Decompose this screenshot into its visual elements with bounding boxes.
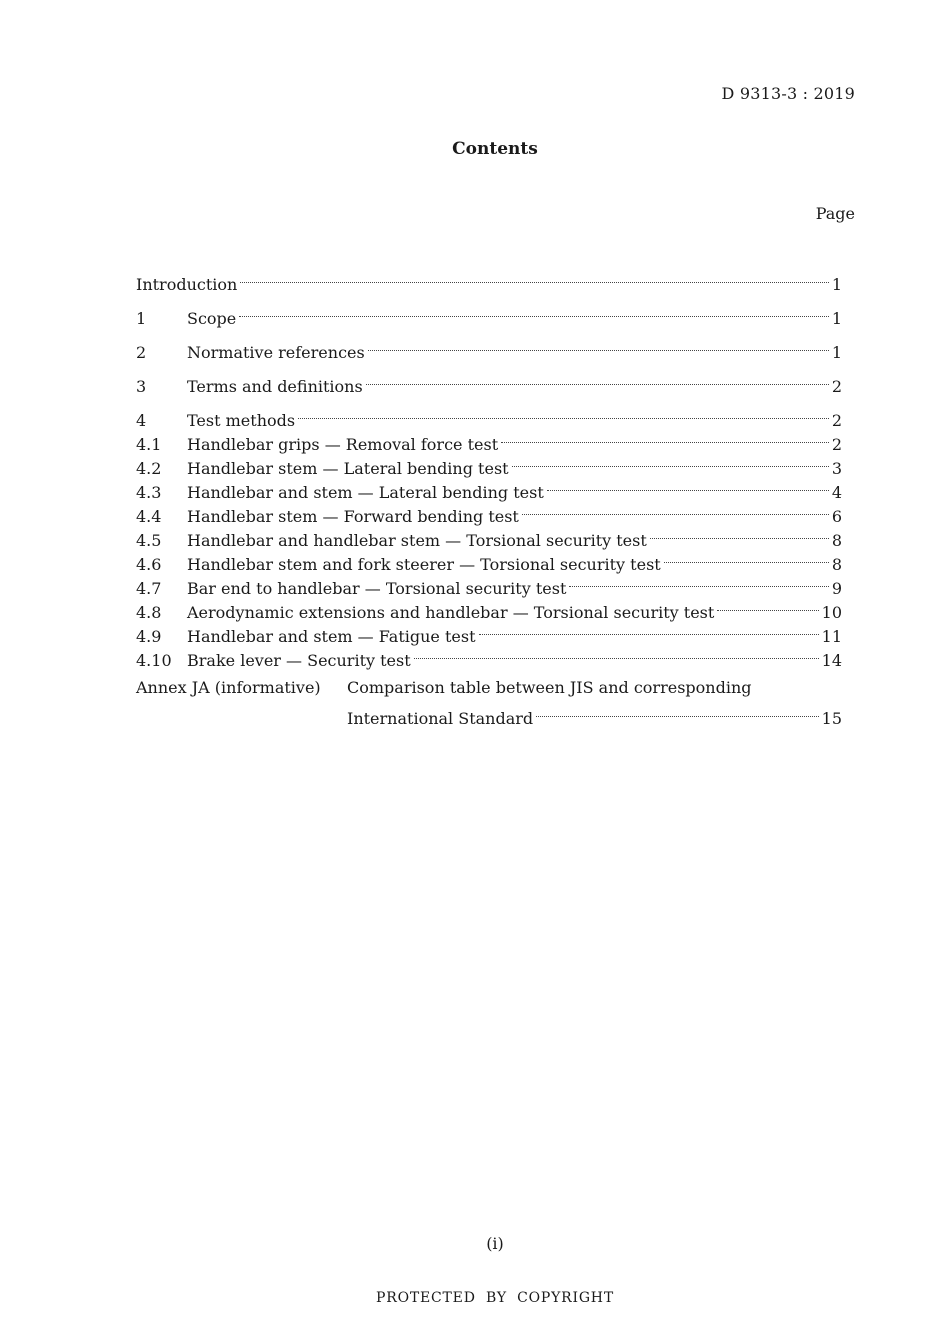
toc-entry-title: Handlebar stem — Forward bending test (187, 507, 519, 526)
toc-leader-dots (536, 700, 818, 724)
toc-entry-title: Terms and definitions (187, 377, 363, 396)
copyright-notice: PROTECTED BY COPYRIGHT (376, 1290, 614, 1306)
toc-entry-4[interactable] (136, 402, 842, 430)
toc-entry-page: 3 (831, 459, 842, 478)
toc-entry-number: 1 (136, 309, 147, 328)
annex-title-line1: Comparison table between JIS and corresponding (347, 678, 752, 697)
toc-entry-title: Handlebar and handlebar stem — Torsional security test (187, 531, 647, 550)
toc-entry-number: 4.6 (136, 555, 162, 574)
toc-entry-2[interactable] (136, 334, 842, 362)
toc-entry-title: Scope (187, 309, 237, 328)
document-id: D 9313-3 : 2019 (721, 84, 855, 103)
toc-entry-title: Test methods (187, 411, 296, 430)
toc-entry-page: 9 (831, 579, 842, 598)
toc-leader-dots (368, 334, 829, 358)
toc-entry-number: 4.1 (136, 435, 162, 454)
toc-entry-title: Aerodynamic extensions and handlebar — Torsional security test (187, 603, 715, 622)
toc-leader-dots (512, 450, 829, 474)
toc-entry-page: 2 (831, 377, 842, 396)
toc-entry-number: 4.4 (136, 507, 162, 526)
toc-entry-page: 10 (821, 603, 842, 622)
table-of-contents (136, 266, 842, 728)
toc-leader-dots (569, 570, 828, 594)
toc-entry-number: 4 (136, 411, 147, 430)
toc-entry-title: Normative references (187, 343, 365, 362)
toc-entry-title: Introduction (136, 275, 238, 294)
toc-leader-dots (650, 522, 829, 546)
toc-entry-number: 4.9 (136, 627, 162, 646)
toc-leader-dots (717, 594, 818, 618)
page-footer-number: (i) (486, 1234, 504, 1253)
toc-leader-dots (479, 618, 819, 642)
toc-entry-title: Brake lever — Security test (187, 651, 411, 670)
page-column-header: Page (815, 204, 855, 223)
toc-entry-annex-ja[interactable] (136, 676, 842, 728)
toc-entry-title: Handlebar stem and fork steerer — Torsional security test (187, 555, 661, 574)
toc-entry-number: 4.10 (136, 651, 172, 670)
toc-entry-page: 8 (831, 555, 842, 574)
toc-entry-number: 2 (136, 343, 147, 362)
toc-entry-title: Handlebar stem — Lateral bending test (187, 459, 509, 478)
toc-entry-page: 1 (831, 309, 842, 328)
toc-entry-title: Handlebar and stem — Lateral bending test (187, 483, 544, 502)
toc-entry-number: 4.3 (136, 483, 162, 502)
annex-title-line2: International Standard (347, 709, 534, 728)
toc-entry-3[interactable] (136, 368, 842, 396)
toc-leader-dots (664, 546, 829, 570)
toc-leader-dots (501, 426, 829, 450)
toc-entry-page: 8 (831, 531, 842, 550)
toc-leader-dots (298, 402, 829, 426)
contents-title: Contents (452, 139, 538, 159)
toc-entry-page: 1 (831, 275, 842, 294)
toc-entry-introduction[interactable] (136, 266, 842, 294)
toc-leader-dots (240, 266, 828, 290)
toc-leader-dots (414, 642, 819, 666)
toc-entry-page: 4 (831, 483, 842, 502)
toc-entry-number: 4.7 (136, 579, 162, 598)
toc-entry-page: 14 (821, 651, 842, 670)
toc-entry-number: 4.5 (136, 531, 162, 550)
toc-entry-title: Handlebar and stem — Fatigue test (187, 627, 476, 646)
toc-leader-dots (522, 498, 829, 522)
toc-entry-number: 4.2 (136, 459, 162, 478)
toc-leader-dots (366, 368, 829, 392)
annex-title-line2-row (347, 700, 842, 728)
toc-entry-1[interactable] (136, 300, 842, 328)
toc-entry-page: 2 (831, 435, 842, 454)
toc-entry-page: 6 (831, 507, 842, 526)
toc-entry-page: 11 (821, 627, 842, 646)
toc-entry-title: Handlebar grips — Removal force test (187, 435, 499, 454)
annex-page: 15 (821, 709, 842, 728)
annex-label: Annex JA (informative) (136, 678, 321, 697)
toc-entry-page: 2 (831, 411, 842, 430)
toc-leader-dots (547, 474, 829, 498)
toc-entry-title: Bar end to handlebar — Torsional security test (187, 579, 567, 598)
toc-entry-page: 1 (831, 343, 842, 362)
toc-entry-number: 4.8 (136, 603, 162, 622)
toc-entry-number: 3 (136, 377, 147, 396)
toc-leader-dots (239, 300, 829, 324)
